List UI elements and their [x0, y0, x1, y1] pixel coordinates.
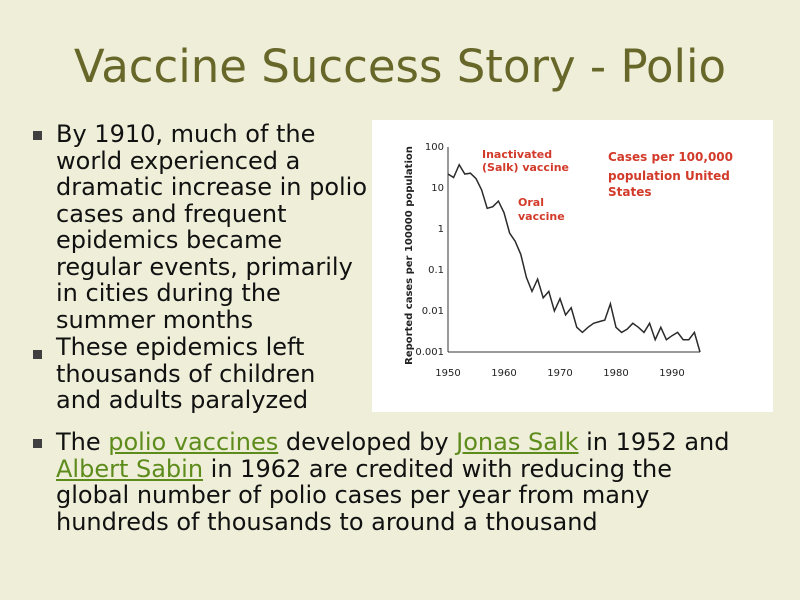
bullet-text-2: These epidemics left thousands of children and adults paralyzed: [56, 333, 316, 414]
annotation-salk: Inactivated (Salk) vaccine: [482, 148, 570, 174]
annotation-cases: Cases per 100,000 population United States: [608, 150, 733, 199]
bullet-text-3: The polio vaccines developed by Jonas Salk in 1952 and Albert Sabin in 1962 are credited with reducing the global number of polio cases per year from many hundreds of thousands to around a thousand: [56, 428, 730, 536]
bullet-marker: [33, 439, 42, 448]
polio-cases-chart: [372, 120, 773, 412]
polio-vaccines-link[interactable]: polio vaccines: [108, 428, 279, 456]
x-tick-label: 1990: [659, 368, 685, 379]
y-tick-label: 1: [437, 224, 444, 235]
chart-svg: [372, 120, 773, 412]
y-tick-label: 100: [424, 142, 444, 153]
bullet-marker: [33, 350, 42, 359]
jonas-salk-link[interactable]: Jonas Salk: [456, 428, 579, 456]
slide-title: Vaccine Success Story - Polio: [73, 40, 727, 93]
annotation-oral: Oral vaccine: [518, 196, 565, 223]
y-tick-label: 10: [431, 183, 444, 194]
x-tick-label: 1980: [603, 368, 629, 379]
x-tick-label: 1960: [491, 368, 517, 379]
bullet-text-1: By 1910, much of the world experienced a dramatic increase in polio cases and frequent epidemics became regular events, primarily in cities during the summer months: [56, 120, 368, 334]
y-tick-label: 0.1: [428, 265, 444, 276]
x-tick-label: 1970: [547, 368, 573, 379]
series-line: [448, 165, 700, 352]
y-tick-label: 0.001: [415, 347, 444, 358]
bullet-marker: [33, 131, 42, 140]
y-tick-label: 0.01: [421, 306, 444, 317]
y-axis-label: Reported cases per 100000 population: [404, 146, 415, 365]
albert-sabin-link[interactable]: Albert Sabin: [56, 454, 204, 483]
x-tick-label: 1950: [435, 368, 461, 379]
